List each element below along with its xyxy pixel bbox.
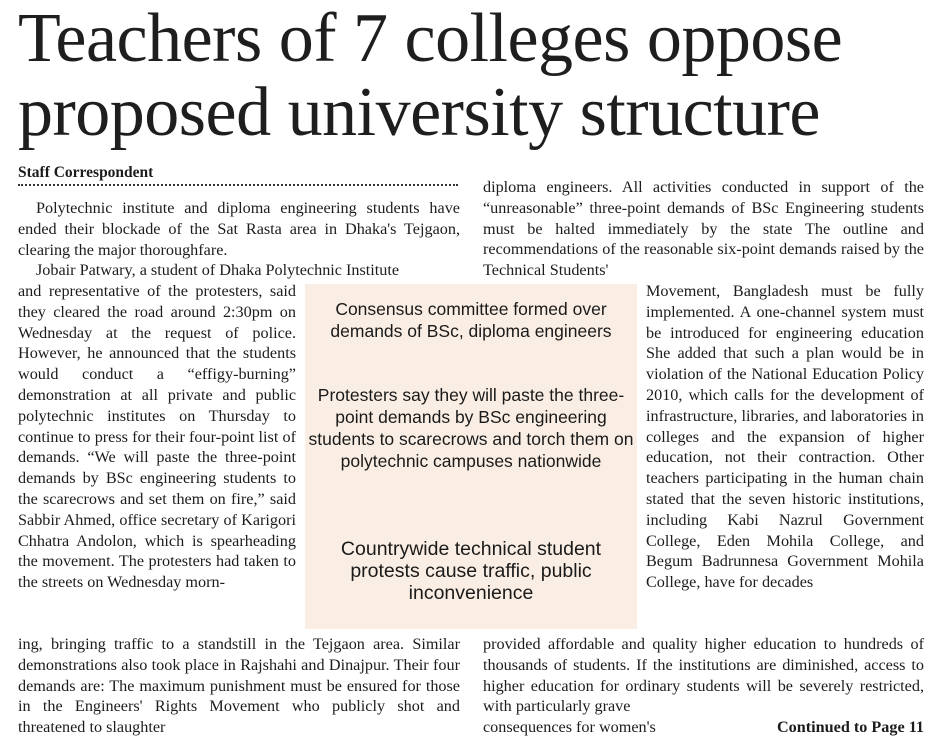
left-column-top <box>18 198 460 281</box>
right-column-bottom <box>483 634 924 738</box>
paragraph-diploma: diploma engineers. All activities conducted in support of the “unreasonable” three-point demands of BSc Engineering students must be halted immediately by the state The outline and recommendations of the reasonable six-point demands raised by the Technical Students' <box>483 178 924 280</box>
left-column-narrow <box>18 281 296 593</box>
right-column-narrow <box>646 281 924 593</box>
pull-quote-box <box>305 284 637 629</box>
paragraph-intro: Polytechnic institute and diploma engineering students have ended their blockade of the Sat Rasta area in Dhaka's Tejgaon, clearing the major thoroughfare. <box>18 199 460 259</box>
paragraph-protesters: and representative of the protesters, said they cleared the road around 2:30pm on Wednesday at the request of police. However, he announced that the students would conduct a “effigy-burning” demonstration at all private and public polytechnic institutes on Thursday to continue to press for their four-point list of demands. “We will paste the three-point demands by BSc engineering students to the scarecrows and set them on fire,” said Sabbir Ahmed, office secretary of Karigori Chhatra Andolon, which is spearheading the movement. The protesters had taken to the streets on Wednesday morn- <box>18 282 296 592</box>
byline-divider <box>18 184 458 186</box>
pull-quote-traffic: Countrywide technical student protests cause traffic, public inconvenience <box>340 538 602 604</box>
paragraph-jobair: Jobair Patwary, a student of Dhaka Polytechnic Institute <box>36 261 400 280</box>
last-line-text: consequences for women's <box>483 718 656 737</box>
paragraph-movement: Movement, Bangladesh must be fully implemented. A one-channel system must be introduced for engineering education She added that such a plan would be in violation of the National Education Policy 2010, which calls for the development of infrastructure, libraries, and laboratories in colleges and the expansion of higher education, not their contraction. Other teachers participating in the human chain stated that the seven historic institutions, including Kabi Nazrul Government College, Eden Mohila College, and Begum Badrunnesa Government Mohila College, have for decades <box>646 282 924 592</box>
pull-quote-consensus: Consensus committee formed over demands of BSc, diploma engineers <box>330 299 612 341</box>
headline: Teachers of 7 colleges oppose proposed university structure <box>18 0 843 151</box>
byline: Staff Correspondent <box>18 164 154 181</box>
pull-quote-scarecrows: Protesters say they will paste the three-point demands by BSc engineering students to scarecrows and torch them on polytechnic campuses nationwide <box>308 385 634 471</box>
paragraph-higher-education: provided affordable and quality higher education to hundreds of thousands of students. If the institutions are diminished, access to higher education for ordinary students will be severely restricted, with particularly grave <box>483 635 924 716</box>
continued-link[interactable]: Continued to Page 11 <box>776 718 924 737</box>
paragraph-last-line <box>483 717 924 738</box>
paragraph-demands: ing, bringing traffic to a standstill in the Tejgaon area. Similar demonstrations also took place in Rajshahi and Dinajpur. Their four demands are: The maximum punishment must be ensured for those in the Engineers' Rights Movement who publicly shot and threatened to slaughter <box>18 635 460 737</box>
left-column-bottom <box>18 634 460 738</box>
right-column-top <box>483 177 924 281</box>
